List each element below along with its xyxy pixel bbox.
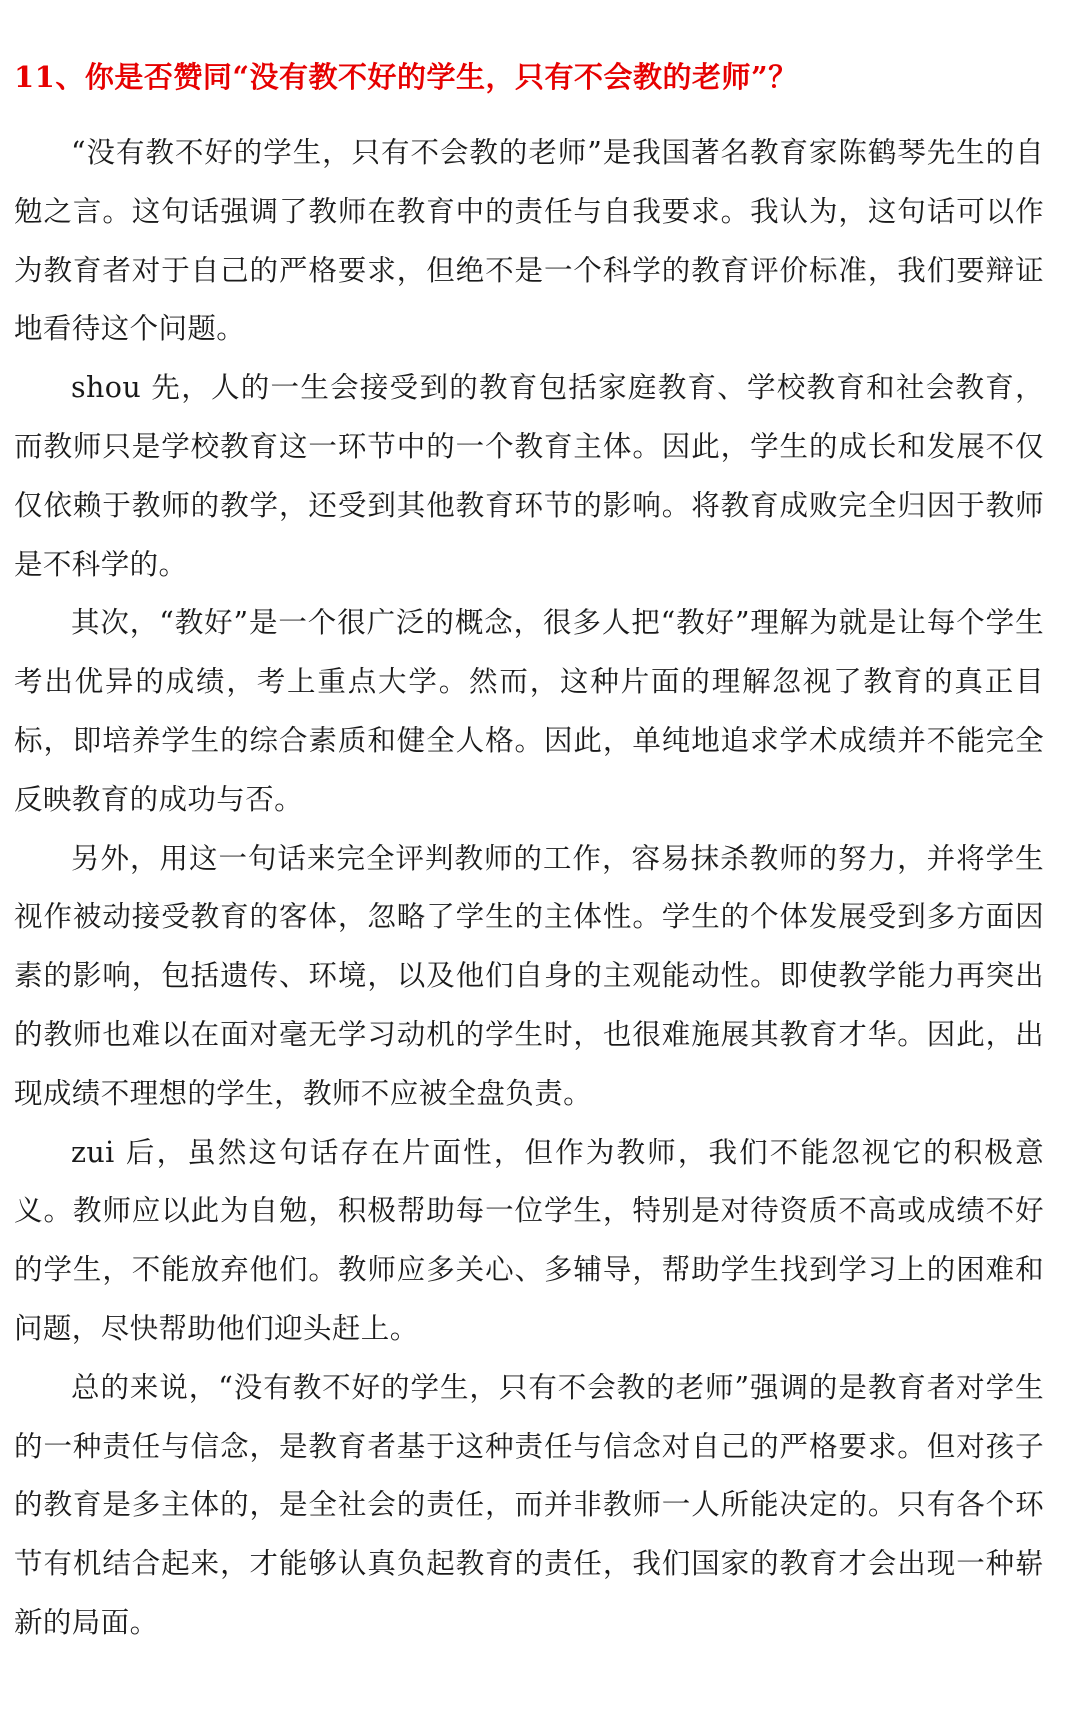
- paragraph-conclusion: 总的来说，“没有教不好的学生，只有不会教的老师”强调的是教育者对学生的一种责任与信念，是教育者基于这种责任与信念对自己的严格要求。但对孩子的教育是多主体的，是全社会的责任，而并非教师一人所能决定的。只有各个环节有机结合起来，才能够认真负起教育的责任，我们国家的教育才会出现一种崭新的局面。: [14, 1370, 1044, 1639]
- question-title: 11、你是否赞同“没有教不好的学生，只有不会教的老师”？: [14, 60, 798, 94]
- paragraph-final-point: zui 后，虽然这句话存在片面性，但作为教师，我们不能忽视它的积极意义。教师应以此为自勉，积极帮助每一位学生，特别是对待资质不高或成绩不好的学生，不能放弃他们。教师应多关心、多辅导，帮助学生找到学习上的困难和问题，尽快帮助他们迎头赶上。: [14, 1135, 1044, 1345]
- paragraph-intro: “没有教不好的学生，只有不会教的老师”是我国著名教育家陈鹤琴先生的自勉之言。这句话强调了教师在教育中的责任与自我要求。我认为，这句话可以作为教育者对于自己的严格要求，但绝不是一个科学的教育评价标准，我们要辩证地看待这个问题。: [14, 136, 1044, 346]
- paragraph-second-point: 其次，“教好”是一个很广泛的概念，很多人把“教好”理解为就是让每个学生考出优异的成绩，考上重点大学。然而，这种片面的理解忽视了教育的真正目标，即培养学生的综合素质和健全人格。因此，单纯地追求学术成绩并不能完全反映教育的成功与否。: [14, 606, 1044, 816]
- paragraph-third-point: 另外，用这一句话来完全评判教师的工作，容易抹杀教师的努力，并将学生视作被动接受教育的客体，忽略了学生的主体性。学生的个体发展受到多方面因素的影响，包括遗传、环境，以及他们自身的主观能动性。即使教学能力再突出的教师也难以在面对毫无学习动机的学生时，也很难施展其教育才华。因此，出现成绩不理想的学生，教师不应被全盘负责。: [14, 841, 1044, 1110]
- paragraph-first-point: shou 先，人的一生会接受到的教育包括家庭教育、学校教育和社会教育，而教师只是学校教育这一环节中的一个教育主体。因此，学生的成长和发展不仅仅依赖于教师的教学，还受到其他教育环节的影响。将教育成败完全归因于教师是不科学的。: [14, 371, 1044, 581]
